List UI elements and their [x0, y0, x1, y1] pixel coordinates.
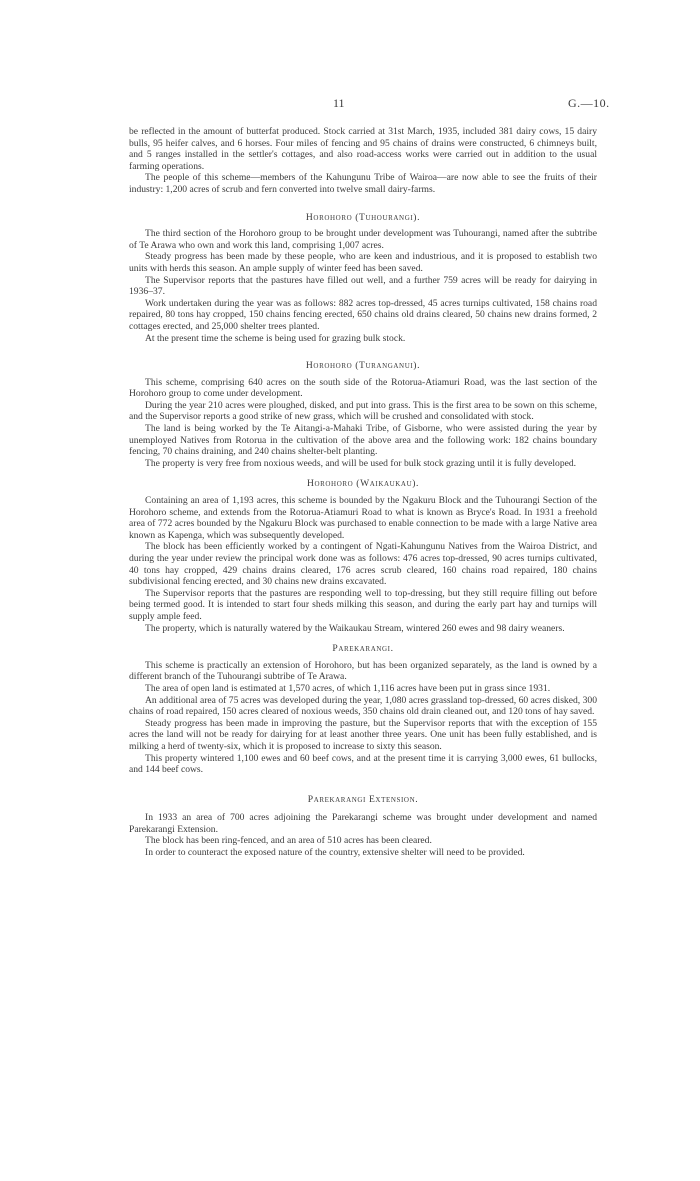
paragraph: Work undertaken during the year was as follows: 882 acres top-dressed, 45 acres turnips cultivated, 158 chains road repaired, 80 tons hay cropped, 150 chains fencing erected, 650 chains old drains cleared, 50 chains new drains formed, 2 cottages erected, and 25,000 shelter trees planted.: [129, 297, 597, 332]
paragraph: be reflected in the amount of butterfat produced. Stock carried at 31st March, 1935, included 381 dairy cows, 15 dairy bulls, 95 heifer calves, and 6 horses. Four miles of fencing and 95 chains of drains were constructed, 6 chimneys built, and 5 ranges installed in the settler's cottages, and also road-access works were carried out in addition to the usual farming operations.: [129, 126, 597, 172]
paragraph: During the year 210 acres were ploughed, disked, and put into grass. This is the first area to be sown on this scheme, and the Supervisor reports a good strike of new grass, which will be crushed and consolidated with stock.: [129, 399, 597, 423]
section-heading: Parekarangi Extension.: [307, 793, 419, 805]
section-horohoro-tuhourangi: [129, 212, 597, 345]
paragraph: The Supervisor reports that the pastures have filled out well, and a further 759 acres will be ready for dairying in 1936–37.: [129, 274, 597, 298]
section-heading: Horohoro (Tuhourangi).: [305, 211, 421, 223]
paragraph: The property is very free from noxious weeds, and will be used for bulk stock grazing until it is fully developed.: [145, 457, 577, 469]
paragraph: An additional area of 75 acres was developed during the year, 1,080 acres grassland top-dressed, 60 acres disked, 300 chains of road repaired, 150 acres cleared of noxious weeds, 350 chains old drain cleaned out, and 120 tons of hay saved.: [129, 694, 597, 718]
paragraph: This property wintered 1,100 ewes and 60 beef cows, and at the present time it is carrying 3,000 ewes, 61 bullocks, and 144 beef cows.: [129, 752, 597, 776]
paragraph: The people of this scheme—members of the Kahungunu Tribe of Wairoa—are now able to see the fruits of their industry: 1,200 acres of scrub and fern converted into twelve small dairy-farms.: [129, 172, 597, 195]
paragraph: Steady progress has been made in improving the pasture, but the Supervisor reports that with the exception of 155 acres the land will not be ready for dairying for at least another three years. One unit has been fully established, and is milking a herd of twenty-six, which it is proposed to increase to sixty this season.: [129, 717, 597, 752]
page-number: 11: [333, 96, 345, 110]
paragraph: The property, which is naturally watered by the Waikaukau Stream, wintered 260 ewes and 98 dairy weaners.: [145, 622, 565, 634]
section-heading: Horohoro (Turanganui).: [305, 360, 421, 372]
page-header: [0, 98, 700, 114]
paragraph: The block has been ring-fenced, and an area of 510 acres has been cleared.: [145, 835, 432, 847]
paragraph: The block has been efficiently worked by a contingent of Ngati-Kahungunu Natives from the Wairoa District, and during the year under review the principal work done was as follows: 476 acres top-dressed, 90 acres turnips cultivated, 40 tons hay cropped, 429 chains drains cleared, 176 acres scrub cleared, 160 chains road repaired, 180 chains subdivisional fencing erected, and 30 chains new drains excavated.: [129, 541, 597, 588]
paragraph: The third section of the Horohoro group to be brought under development was Tuhourangi, named after the subtribe of Te Arawa who own and work this land, comprising 1,007 acres.: [129, 228, 597, 251]
section-horohoro-waikaukau: [129, 478, 597, 634]
section-heading: Horohoro (Waikaukau).: [306, 478, 420, 490]
paragraph: This scheme, comprising 640 acres on the south side of the Rotorua-Atiamuri Road, was the last section of the Horohoro group to come under development.: [129, 376, 597, 400]
paragraph: This scheme is practically an extension of Horohoro, but has been organized separately, as the land is owned by a different branch of the Tuhourangi subtribe of Te Arawa.: [129, 659, 597, 683]
paragraph: At the present time the scheme is being used for grazing bulk stock.: [145, 332, 406, 344]
paragraph: Containing an area of 1,193 acres, this scheme is bounded by the Ngakuru Block and the Tuhourangi Section of the Horohoro scheme, and extends from the Rotorua-Atiamuri Road to what is known as Bryce's Road. In 1931 a freehold area of 772 acres bounded by the Ngakuru Block was purchased to enable connection to be made with a large Native area known as Kapenga, which was subsequently developed.: [129, 495, 597, 541]
section-continuation: [129, 126, 597, 196]
paragraph: The area of open land is estimated at 1,570 acres, of which 1,116 acres have been put in grass since 1931.: [145, 682, 551, 694]
paragraph: The land is being worked by the Te Aitangi-a-Mahaki Tribe, of Gisborne, who were assisted during the year by unemployed Natives from Rotorua in the cultivation of the above area and the following work: 182 chains boundary fencing, 70 chains draining, and 240 chains shelter-belt planting.: [129, 423, 597, 458]
paragraph: Steady progress has been made by these people, who are keen and industrious, and it is proposed to establish two units with herds this season. An ample supply of winter feed has been saved.: [129, 251, 597, 274]
paragraph: In 1933 an area of 700 acres adjoining the Parekarangi scheme was brought under development and named Parekarangi Extension.: [129, 812, 597, 835]
paragraph: The Supervisor reports that the pastures are responding well to top-dressing, but they still require filling out before being termed good. It is intended to start four sheds milking this season, and during the early part hay and turnips will supply ample feed.: [129, 587, 597, 622]
section-parekarangi-extension: [129, 794, 597, 859]
paragraph: In order to counteract the exposed nature of the country, extensive shelter will need to be provided.: [145, 847, 525, 859]
document-body: [129, 126, 597, 859]
document-reference: G.—10.: [568, 96, 610, 110]
section-parekarangi: [129, 643, 597, 776]
section-horohoro-turanganui: [129, 360, 597, 469]
section-heading: Parekarangi.: [332, 643, 394, 655]
